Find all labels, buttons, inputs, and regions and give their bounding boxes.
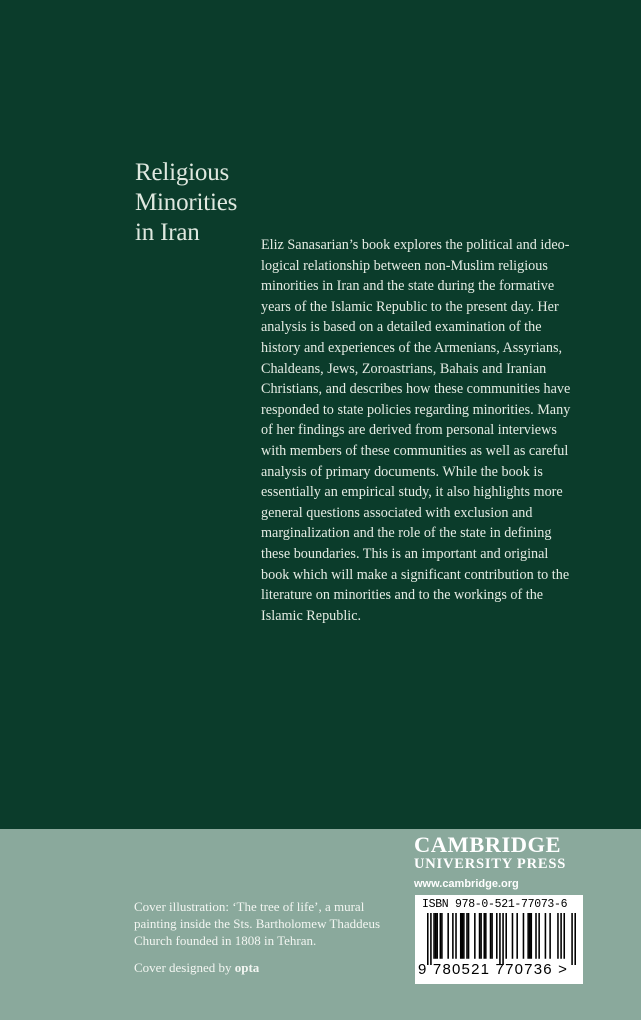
barcode-bar <box>512 913 514 959</box>
barcode-bar <box>535 913 537 959</box>
blurb-line: years of the Islamic Republic to the present day. Her <box>261 298 559 315</box>
barcode-bar <box>574 913 576 965</box>
barcode-bar <box>571 913 573 965</box>
barcode-bar <box>435 913 437 959</box>
barcode-bar <box>479 913 481 959</box>
barcode-bar <box>430 913 432 965</box>
title-line: Religious <box>135 159 230 186</box>
barcode-bar <box>463 913 465 959</box>
cover-credits <box>134 898 380 976</box>
barcode-bar <box>502 913 504 965</box>
designer-credit <box>134 959 380 976</box>
blurb-line: these boundaries. This is an important and original <box>261 545 549 562</box>
blurb-line: book which will make a significant contribution to the <box>261 566 570 583</box>
credit-line: Cover illustration: ‘The tree of life’, a mural <box>134 899 365 914</box>
publisher-name: CAMBRIDGE <box>414 832 562 857</box>
barcode-bar <box>455 913 457 959</box>
barcode-bar <box>499 913 501 965</box>
barcode-image <box>427 913 576 965</box>
blurb-line: analysis of primary documents. While the book is <box>261 463 543 480</box>
blurb-line: Christians, and describes how these communities have <box>261 381 571 398</box>
blurb-line: essentially an empirical study, it also highlights more <box>261 484 563 501</box>
designer-prefix: Cover designed by <box>134 960 235 975</box>
credit-line: painting inside the Sts. Bartholomew Thaddeus <box>134 916 381 931</box>
designer-name: opta <box>234 960 260 975</box>
barcode-bar <box>516 913 518 959</box>
blurb-line: logical relationship between non-Muslim religious <box>261 257 548 274</box>
blurb-line: Chaldeans, Jews, Zoroastrians, Bahais and Iranian <box>261 360 547 377</box>
barcode-bar <box>441 913 443 959</box>
blurb-line: general questions associated with exclusion and <box>261 504 533 521</box>
book-blurb <box>261 235 591 626</box>
blurb-line: literature on minorities and to the workings of the <box>261 587 544 604</box>
barcode-bar <box>452 913 454 959</box>
barcode-bar <box>538 913 540 959</box>
barcode-bar <box>433 913 435 959</box>
barcode-bar <box>523 913 525 959</box>
publisher-url: www.cambridge.org <box>414 878 519 890</box>
barcode-bar <box>557 913 559 959</box>
blurb-line: analysis is based on a detailed examination of the <box>261 319 542 336</box>
barcode-bar <box>485 913 487 959</box>
isbn-label: ISBN 978-0-521-77073-6 <box>422 898 568 911</box>
blurb-line: Islamic Republic. <box>261 607 362 624</box>
title-line: Minorities <box>135 189 238 216</box>
barcode-bar <box>436 913 438 959</box>
blurb-line: marginalization and the role of the state in defining <box>261 525 552 542</box>
blurb-line: Eliz Sanasarian’s book explores the political and ideo- <box>261 237 570 253</box>
title-line: in Iran <box>135 219 200 246</box>
blurb-line: of her findings are derived from personal interviews <box>261 422 557 439</box>
barcode-bar <box>447 913 449 959</box>
barcode-bar <box>468 913 470 959</box>
ean-digits: 9 780521 770736 > <box>418 961 569 978</box>
publisher-subname: UNIVERSITY PRESS <box>414 856 567 872</box>
barcode-bar <box>505 913 507 959</box>
barcode-bar <box>483 913 485 959</box>
barcode-bar <box>560 913 562 959</box>
barcode-bar <box>462 913 464 959</box>
barcode-bar <box>440 913 442 959</box>
blurb-line: with members of these communities as well as careful <box>261 442 569 459</box>
publisher-logo <box>414 834 582 892</box>
barcode-panel <box>415 895 583 984</box>
barcode-bar <box>474 913 476 959</box>
barcode-bar <box>491 913 493 959</box>
barcode-bar <box>490 913 492 959</box>
barcode-bar <box>529 913 531 959</box>
blurb-line: minorities in Iran and the state during the formative <box>261 278 555 295</box>
barcode-bar <box>527 913 529 959</box>
barcode-bar <box>466 913 468 959</box>
barcode-bar <box>563 913 565 959</box>
blurb-line: history and experiences of the Armenians, Assyrians, <box>261 339 563 356</box>
barcode-bar <box>427 913 429 965</box>
barcode-bar <box>480 913 482 959</box>
barcode-bar <box>460 913 462 959</box>
blurb-line: responded to state policies regarding minorities. Many <box>261 401 571 418</box>
book-title <box>135 158 237 248</box>
barcode-bar <box>531 913 533 959</box>
barcode-bar <box>545 913 547 959</box>
barcode-bar <box>496 913 498 959</box>
barcode-bar <box>549 913 551 959</box>
credit-line: Church founded in 1808 in Tehran. <box>134 933 317 948</box>
